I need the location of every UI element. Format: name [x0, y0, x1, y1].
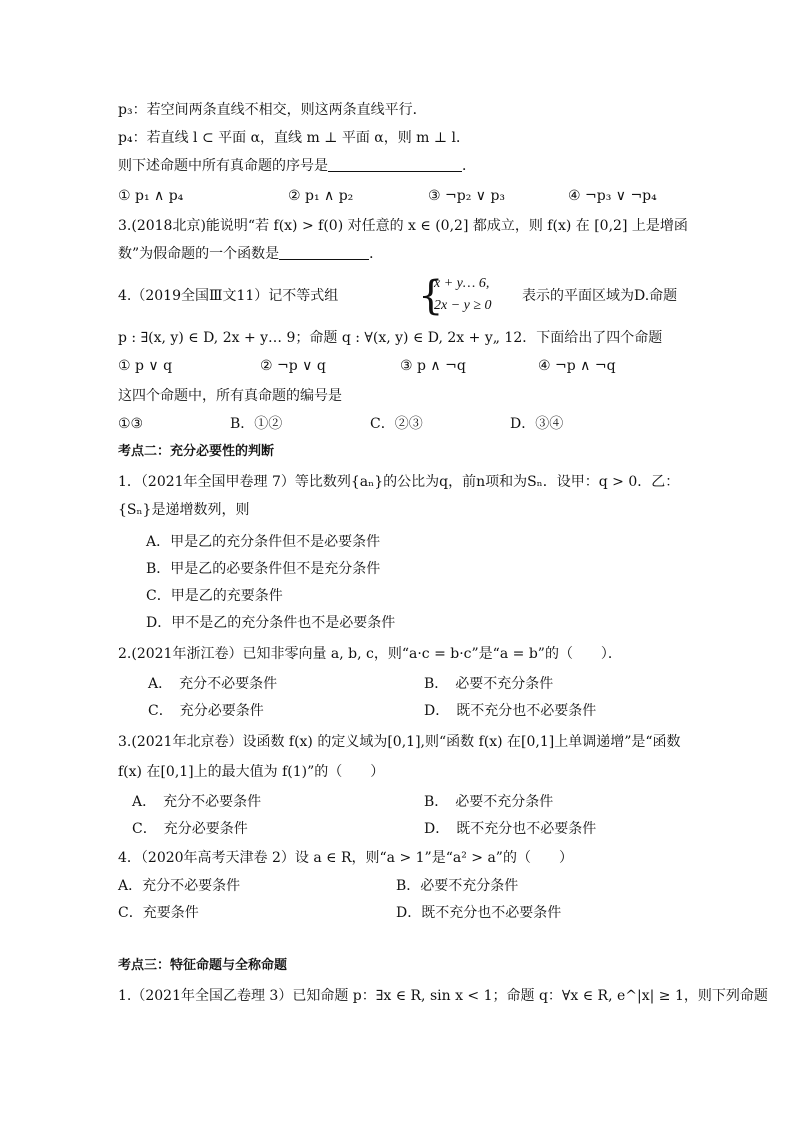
- question-3-line-1: 3.(2018北京)能说明“若 f(x) > f(0) 对任意的 x ∈ (0,2] 都成立，则 f(x) 在 [0,2] 上是增函: [118, 218, 688, 234]
- option-a: A． 充分不必要条件: [132, 794, 262, 810]
- s2-question-3-line-1: 3.(2021年北京卷）设函数 f(x) 的定义域为[0,1],则“函数 f(x) 在[0,1]上单调递增”是“函数: [118, 734, 681, 750]
- option-d: D． 既不充分也不必要条件: [424, 821, 597, 837]
- s2-question-2-options-row-2: [118, 699, 694, 723]
- option-b: B．①②: [230, 416, 283, 432]
- answer-blank: [328, 155, 462, 172]
- answer-blank: [279, 243, 369, 260]
- s2-question-1-option-c: C．甲是乙的充要条件: [146, 588, 283, 604]
- s2-question-1-option-a: A．甲是乙的充分条件但不是必要条件: [146, 534, 381, 550]
- s2-question-1-line-2: {Sₙ}是递增数列，则: [118, 502, 250, 518]
- question-3-line-2: 数”为假命题的一个函数是 ．: [118, 242, 694, 266]
- section-2-heading: 考点二：充分必要性的判断: [118, 444, 275, 459]
- options-row-1: [118, 184, 694, 208]
- s2-question-2: 2.(2021年浙江卷）已知非零向量 a, b, c，则“a·c = b·c”是“a = b”的（ ）．: [118, 646, 622, 662]
- option-a: A． 充分不必要条件: [148, 676, 278, 692]
- option-4: ④ ¬p ∧ ¬q: [538, 358, 616, 374]
- s2-question-4: 4．（2020年高考天津卷 2）设 a ∈ R，则“a > 1”是“a² > a”的（ ）: [118, 850, 573, 866]
- question-4-line-2: p : ∃(x, y) ∈ D, 2x + y… 9；命题 q : ∀(x, y) ∈ D, 2x + y„ 12．下面给出了四个命题: [118, 330, 663, 346]
- s2-question-1-option-d: D．甲不是乙的充分条件也不是必要条件: [146, 615, 396, 631]
- s2-question-2-options-row-1: [118, 672, 694, 696]
- system-brace: {: [418, 273, 444, 319]
- option-a: ①③: [118, 416, 144, 432]
- option-2: ② p₁ ∧ p₂: [288, 188, 354, 204]
- option-3: ③ p ∧ ¬q: [400, 358, 466, 374]
- inequality-2: 2x − y ≥ 0: [434, 298, 492, 313]
- s2-question-3-line-2: f(x) 在[0,1]上的最大值为 f(1)”的（ ）: [118, 764, 385, 780]
- option-d: D． 既不充分也不必要条件: [424, 703, 597, 719]
- option-b: B． 必要不充分条件: [424, 794, 554, 810]
- option-c: C． 充分必要条件: [148, 703, 264, 719]
- option-b: B．必要不充分条件: [396, 878, 519, 894]
- section-3-heading: 考点三：特征命题与全称命题: [118, 958, 288, 973]
- option-1: ① p ∨ q: [118, 358, 173, 374]
- proposition-p3: p₃：若空间两条直线不相交，则这两条直线平行．: [118, 102, 427, 118]
- proposition-p4: p₄：若直线 l ⊂ 平面 α，直线 m ⊥ 平面 α，则 m ⊥ l．: [118, 130, 471, 146]
- option-1: ① p₁ ∧ p₄: [118, 188, 184, 204]
- option-4: ④ ¬p₃ ∨ ¬p₄: [568, 188, 657, 204]
- options-row-3: [118, 412, 694, 436]
- s2-question-1-option-b: B．甲是乙的必要条件但不是充分条件: [146, 561, 381, 577]
- inequality-1: x + y… 6,: [434, 276, 490, 291]
- option-b: B． 必要不充分条件: [424, 676, 554, 692]
- option-d: D．③④: [510, 416, 564, 432]
- s2-question-1-line-1: 1．（2021年全国甲卷理 7）等比数列{aₙ}的公比为q，前n项和为Sₙ．设甲：q > 0．乙：: [118, 474, 680, 490]
- options-row-2: [118, 354, 694, 378]
- option-d: D．既不充分也不必要条件: [396, 905, 562, 921]
- s2-question-3-options-row-2: [118, 817, 694, 841]
- question-4-line-1: 4.（2019全国Ⅲ文11）记不等式组 { x + y… 6, 2x − y ≥ 0 表示的平面区域为D.命题: [118, 273, 678, 319]
- s3-question-1-line-1: 1.（2021年全国乙卷理 3）已知命题 p：∃x ∈ R, sin x < 1；命题 q：∀x ∈ R, e^|x| ≥ 1，则下列命题: [118, 988, 768, 1004]
- option-3: ③ ¬p₂ ∨ p₃: [428, 188, 506, 204]
- option-c: C．充要条件: [118, 905, 199, 921]
- option-a: A．充分不必要条件: [118, 878, 241, 894]
- s2-question-4-options-row-2: [118, 901, 694, 925]
- question-prompt: 则下述命题中所有真命题的序号是 ．: [118, 154, 694, 178]
- option-2: ② ¬p ∨ q: [260, 358, 326, 374]
- option-c: C． 充分必要条件: [132, 821, 248, 837]
- question-4-summary: 这四个命题中，所有真命题的编号是: [118, 388, 342, 404]
- option-c: C．②③: [370, 416, 423, 432]
- s2-question-3-options-row-1: [118, 790, 694, 814]
- s2-question-4-options-row-1: [118, 874, 694, 898]
